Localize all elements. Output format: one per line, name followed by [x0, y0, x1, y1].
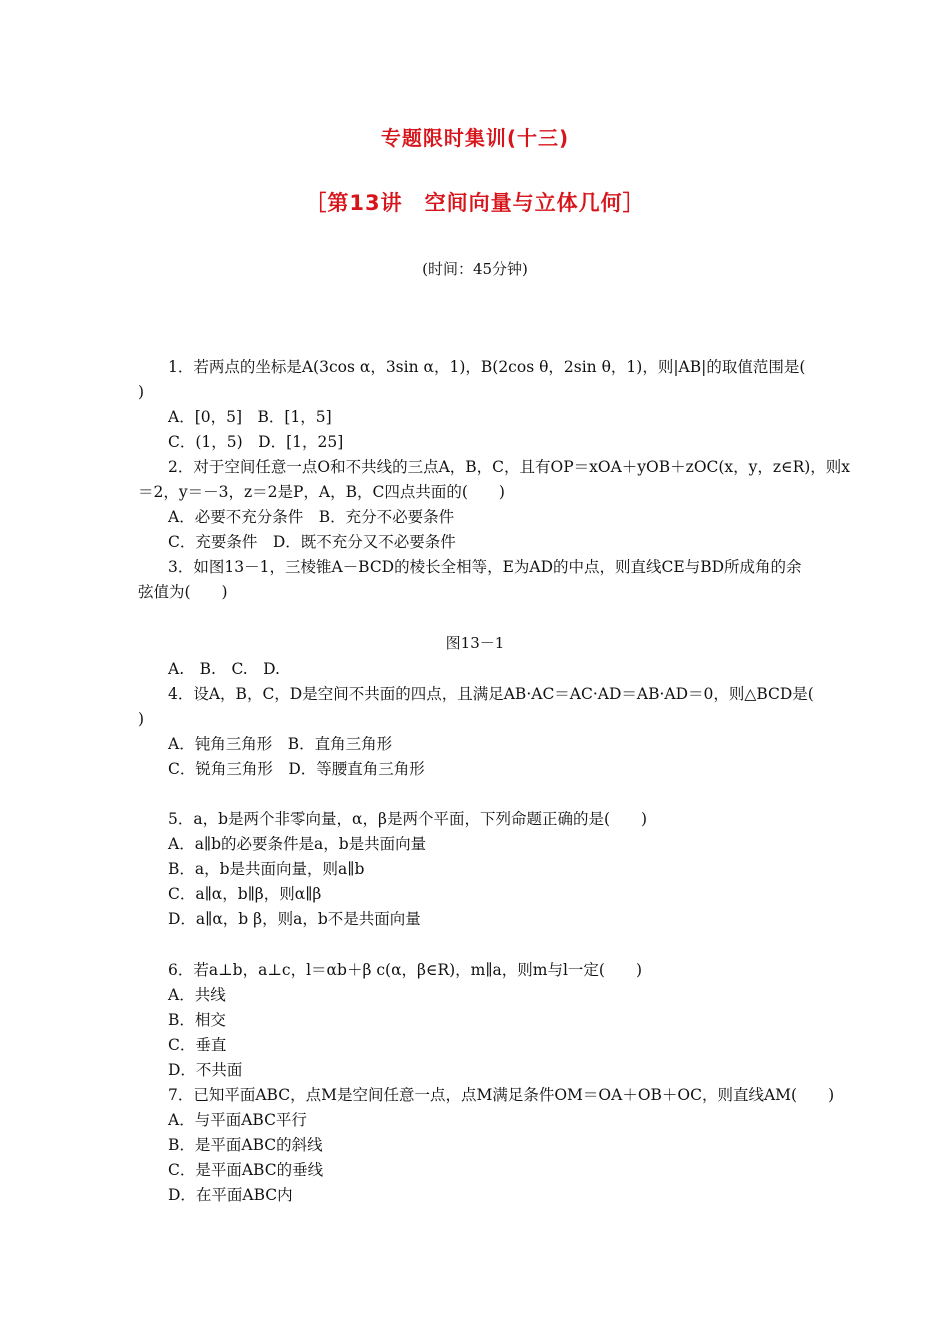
figure-caption: 图13－1: [445, 634, 505, 652]
q6-option-a: A．共线: [168, 986, 226, 1004]
q4-options-line1: A．钝角三角形 B．直角三角形: [168, 735, 393, 753]
q6-stem-line1: 6．若a⊥b，a⊥c，l＝αb＋β c(α，β∈R)，m∥a，则m与l一定( ): [168, 961, 643, 979]
q7-option-c: C．是平面ABC的垂线: [168, 1161, 324, 1179]
q4-options-line2: C．锐角三角形 D．等腰直角三角形: [168, 760, 425, 778]
q1-options-line2: C．(1，5) D．[1，25]: [168, 433, 344, 451]
q2-options-line2: C．充要条件 D．既不充分又不必要条件: [168, 533, 456, 551]
q5-option-a: A．a∥b的必要条件是a，b是共面向量: [168, 835, 427, 853]
q4-stem-line1: 4．设A，B，C，D是空间不共面的四点，且满足AB·AC＝AC·AD＝AB·AD＝0，则△BCD是(: [168, 685, 814, 703]
q7-option-b: B．是平面ABC的斜线: [168, 1136, 323, 1154]
q5-option-b: B．a，b是共面向量，则a∥b: [168, 860, 365, 878]
q6-option-b: B．相交: [168, 1011, 226, 1029]
q1-stem-line2: ): [138, 383, 145, 401]
page-title: 专题限时集训(十三): [380, 126, 570, 150]
q7-stem-line1: 7．已知平面ABC，点M是空间任意一点，点M满足条件OM＝OA＋OB＋OC，则直线AM( ): [168, 1086, 835, 1104]
q7-option-a: A．与平面ABC平行: [168, 1111, 307, 1129]
q5-option-c: C．a∥α，b∥β，则α∥β: [168, 885, 322, 903]
q2-stem-line2: ＝2，y＝－3，z＝2是P，A，B，C四点共面的( ): [138, 483, 505, 501]
q4-stem-line2: ): [138, 710, 145, 728]
time-limit: (时间：45分钟): [422, 260, 528, 278]
q3-stem-line2: 弦值为( ): [138, 583, 228, 601]
q2-options-line1: A．必要不充分条件 B．充分不必要条件: [168, 508, 455, 526]
q3-stem-line1: 3．如图13－1，三棱锥A－BCD的棱长全相等，E为AD的中点，则直线CE与BD所成角的余: [168, 558, 802, 576]
q5-option-d: D．a∥α，b β，则a，b不是共面向量: [168, 910, 421, 928]
q5-stem-line1: 5．a，b是两个非零向量，α，β是两个平面，下列命题正确的是( ): [168, 810, 648, 828]
q6-option-c: C．垂直: [168, 1036, 227, 1054]
q7-option-d: D．在平面ABC内: [168, 1186, 293, 1204]
page-subtitle: ［第13讲 空间向量与立体几何］: [305, 191, 645, 215]
q1-stem-line1: 1．若两点的坐标是A(3cos α，3sin α，1)，B(2cos θ，2sin θ，1)，则|AB|的取值范围是(: [168, 358, 806, 376]
q6-option-d: D．不共面: [168, 1061, 243, 1079]
q3-options-line1: A. B. C. D.: [168, 660, 280, 678]
q2-stem-line1: 2．对于空间任意一点O和不共线的三点A，B，C，且有OP＝xOA＋yOB＋zOC(x，y，z∈R)，则x: [168, 458, 851, 476]
q1-options-line1: A．[0，5] B．[1，5]: [168, 408, 332, 426]
